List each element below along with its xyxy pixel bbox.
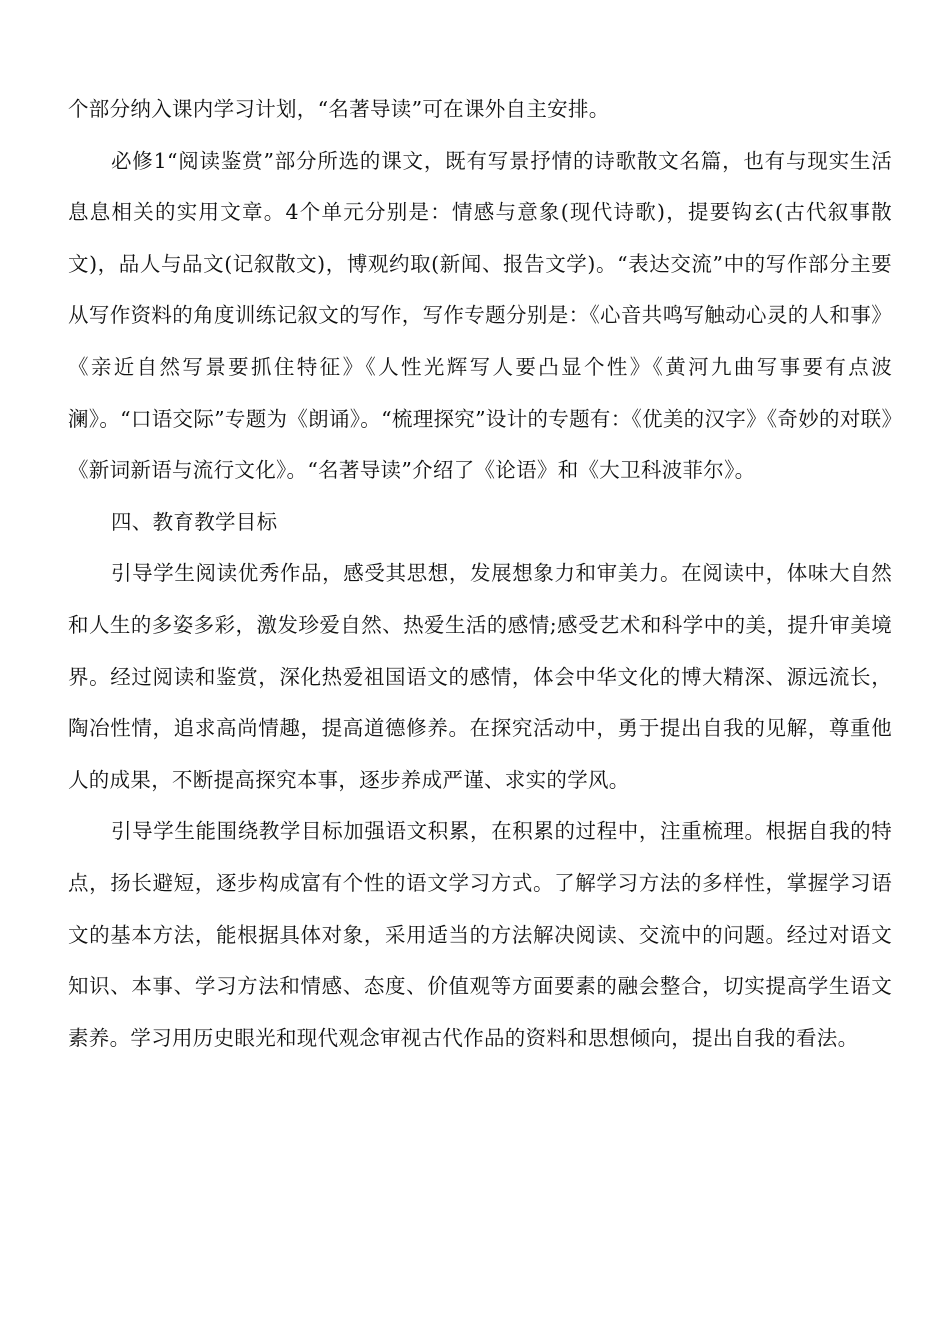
paragraph-reading-goals: 引导学生阅读优秀作品，感受其思想，发展想象力和审美力。在阅读中，体味大自然和人生的多姿多彩，激发珍爱自然、热爱生活的感情;感受艺术和科学中的美，提升审美境界。经过阅读和鉴赏，深化热爱祖国语文的感情，体会中华文化的博大精深、源远流长，陶冶性情，追求高尚情趣，提高道德修养。在探究活动中，勇于提出自我的见解，尊重他人的成果，不断提高探究本事，逐步养成严谨、求实的学风。 bbox=[68, 561, 892, 792]
paragraph-accumulation-goals: 引导学生能围绕教学目标加强语文积累，在积累的过程中，注重梳理。根据自我的特点，扬长避短，逐步构成富有个性的语文学习方式。了解学习方法的多样性，掌握学习语文的基本方法，能根据具体对象，采用适当的方法解决阅读、交流中的问题。经过对语文知识、本事、学习方法和情感、态度、价值观等方面要素的融会整合，切实提高学生语文素养。学习用历史眼光和现代观念审视古代作品的资料和思想倾向，提出自我的看法。 bbox=[68, 819, 892, 1050]
paragraph-textbook-content: 必修1“阅读鉴赏”部分所选的课文，既有写景抒情的诗歌散文名篇，也有与现实生活息息相关的实用文章。4个单元分别是：情感与意象(现代诗歌)，提要钩玄(古代叙事散文)，品人与品文(记叙散文)，博观约取(新闻、报告文学)。“表达交流”中的写作部分主要从写作资料的角度训练记叙文的写作，写作专题分别是：《心音共鸣写触动心灵的人和事》《亲近自然写景要抓住特征》《人性光辉写人要凸显个性》《黄河九曲写事要有点波澜》。“口语交际”专题为《朗诵》。“梳理探究”设计的专题有：《优美的汉字》《奇妙的对联》《新词新语与流行文化》。“名著导读”介绍了《论语》和《大卫科波菲尔》。 bbox=[68, 148, 892, 483]
document-body bbox=[68, 84, 892, 1064]
section-heading-teaching-goals: 四、教育教学目标 bbox=[111, 509, 278, 534]
paragraph-continuation: 个部分纳入课内学习计划，“名著导读”可在课外自主安排。 bbox=[68, 97, 610, 121]
